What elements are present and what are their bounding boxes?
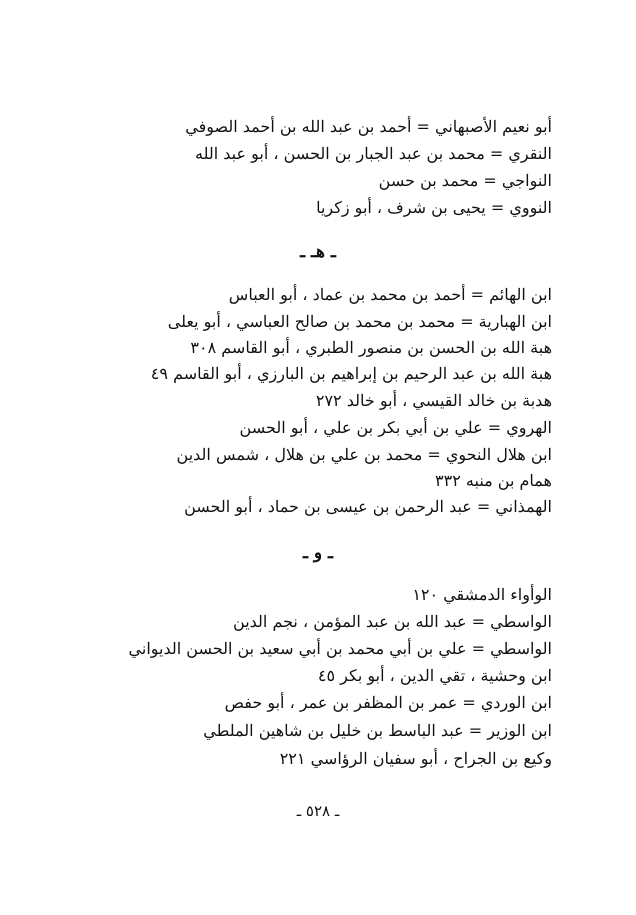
section-heading-waw: ـ و ـ <box>302 543 333 563</box>
index-entry: هدبة بن خالد القيسي ، أبو خالد ٢٧٢ <box>315 391 552 410</box>
index-entry: الواسطي = علي بن أبي محمد بن أبي سعيد بن الحسن الديواني <box>128 639 552 658</box>
index-entry: ابن الهائم = أحمد بن محمد بن عماد ، أبو العباس <box>228 285 552 304</box>
section-heading-ha: ـ هـ ـ <box>300 242 336 262</box>
index-entry: النواجي = محمد بن حسن <box>378 171 552 190</box>
index-entry: أبو نعيم الأصبهاني = أحمد بن عبد الله بن أحمد الصوفي <box>185 117 552 136</box>
index-entry: هبة الله بن عبد الرحيم بن إبراهيم بن البارزي ، أبو القاسم ٤٩ <box>150 364 552 383</box>
index-entry: ابن الهبارية = محمد بن محمد بن صالح العباسي ، أبو يعلى <box>167 312 552 331</box>
index-entry: النووي = يحيى بن شرف ، أبو زكريا <box>316 198 552 217</box>
index-entry: ابن الوزير = عبد الباسط بن خليل بن شاهين الملطي <box>203 721 552 740</box>
index-entry: النقري = محمد بن عبد الجبار بن الحسن ، أبو عبد الله <box>194 144 552 163</box>
index-entry: ابن هلال النحوي = محمد بن علي بن هلال ، شمس الدين <box>176 445 552 464</box>
index-entry: الهروي = علي بن أبي بكر بن علي ، أبو الحسن <box>239 418 552 437</box>
index-entry: هبة الله بن الحسن بن منصور الطبري ، أبو القاسم ٣٠٨ <box>190 338 552 357</box>
index-entry: وكيع بن الجراح ، أبو سفيان الرؤاسي ٢٢١ <box>279 749 552 768</box>
index-entry: الهمذاني = عبد الرحمن بن عيسى بن حماد ، أبو الحسن <box>184 497 552 516</box>
index-entry: الوأواء الدمشقي ١٢٠ <box>412 585 552 604</box>
index-entry: الواسطي = عبد الله بن عبد المؤمن ، نجم الدين <box>233 612 552 631</box>
index-entry: همام بن منبه ٣٣٢ <box>435 471 552 490</box>
page-number: ـ ٥٢٨ ـ <box>296 802 340 820</box>
index-entry: ابن الوردي = عمر بن المظفر بن عمر ، أبو حفص <box>224 693 552 712</box>
index-entry: ابن وحشية ، تقي الدين ، أبو بكر ٤٥ <box>317 666 552 685</box>
